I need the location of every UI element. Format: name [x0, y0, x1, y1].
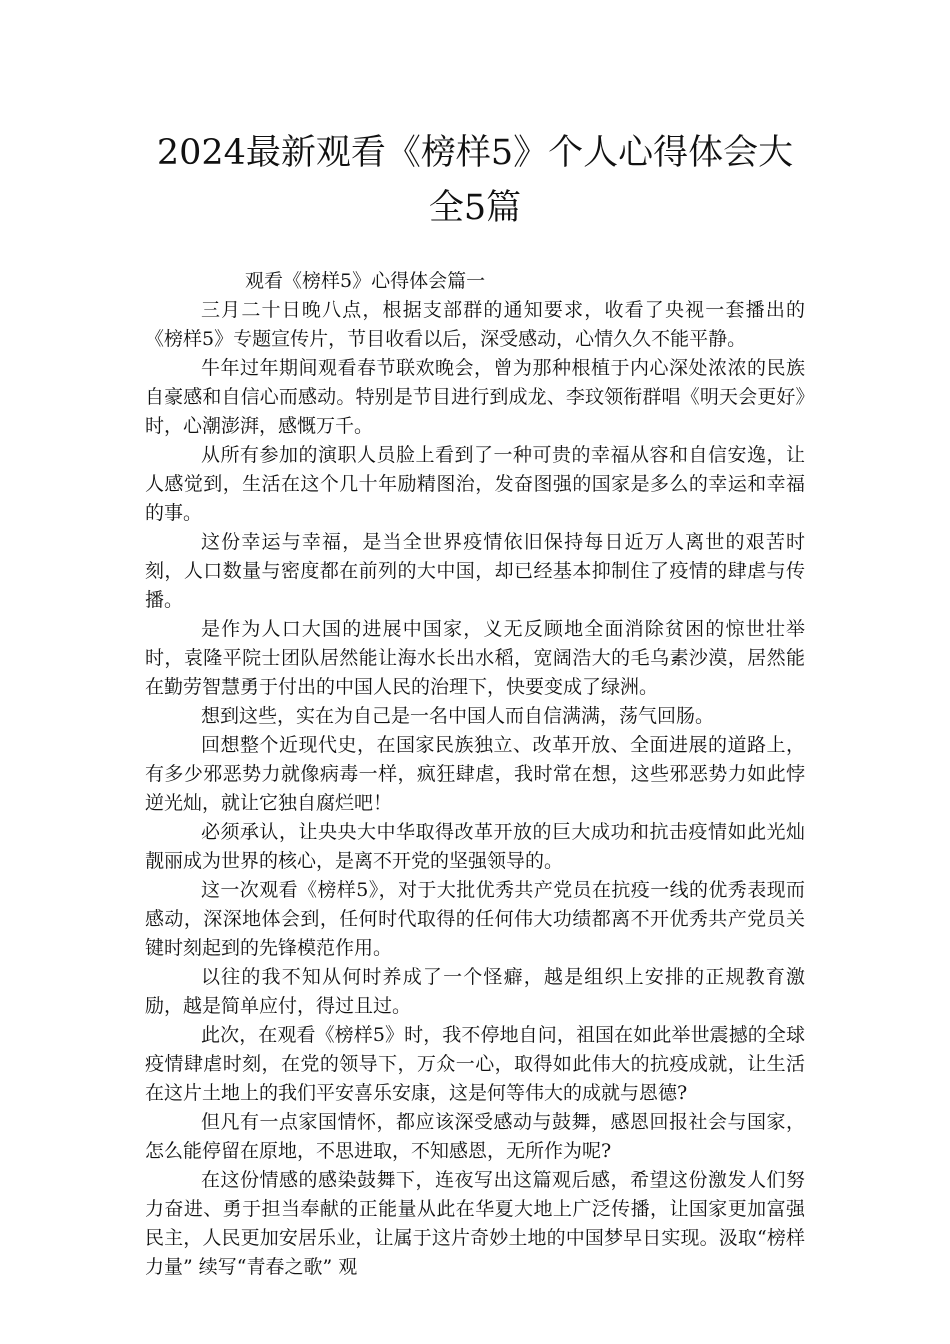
paragraph: 这一次观看《榜样5》，对于大批优秀共产党员在抗疫一线的优秀表现而感动，深深地体会到，任何时代取得的任何伟大功绩都离不开优秀共产党员关键时刻起到的先锋模范作用。: [145, 879, 805, 959]
paragraph: 回想整个近现代史，在国家民族独立、改革开放、全面进展的道路上，有多少邪恶势力就像病毒一样，疯狂肆虐，我时常在想，这些邪恶势力如此悖逆光灿，就让它独自腐烂吧！: [145, 734, 805, 814]
document-body: [145, 267, 805, 1282]
paragraph: 以往的我不知从何时养成了一个怪癖，越是组织上安排的正规教育激励，越是简单应付，得过且过。: [145, 966, 805, 1017]
paragraph: 必须承认，让央央大中华取得改革开放的巨大成功和抗击疫情如此光灿靓丽成为世界的核心，是离不开党的坚强领导的。: [145, 821, 805, 872]
paragraph: 在这份情感的感染鼓舞下，连夜写出这篇观后感，希望这份激发人们努力奋进、勇于担当奉献的正能量从此在华夏大地上广泛传播，让国家更加富强民主，人民更加安居乐业，让属于这片奇妙土地的中国梦早日实现。汲取“榜样力量” 续写“青春之歌” 观: [145, 1169, 805, 1278]
title-line-2: 全5篇: [428, 188, 522, 228]
title-line-1: 2024最新观看《榜样5》个人心得体会大: [156, 133, 794, 173]
section-heading: 观看《榜样5》心得体会篇一: [245, 270, 486, 292]
paragraph: 但凡有一点家国情怀，都应该深受感动与鼓舞，感恩回报社会与国家，怎么能停留在原地，不思进取，不知感恩，无所作为呢?: [145, 1111, 805, 1162]
paragraph: 想到这些，实在为自己是一名中国人而自信满满，荡气回肠。: [201, 705, 715, 727]
paragraph: 从所有参加的演职人员脸上看到了一种可贵的幸福从容和自信安逸，让人感觉到，生活在这个几十年励精图治，发奋图强的国家是多么的幸运和幸福的事。: [145, 444, 805, 524]
paragraph: 此次，在观看《榜样5》时，我不停地自问，祖国在如此举世震撼的全球疫情肆虐时刻，在党的领导下，万众一心，取得如此伟大的抗疫成就，让生活在这片土地上的我们平安喜乐安康，这是何等伟大的成就与恩德?: [145, 1024, 805, 1104]
paragraph: 这份幸运与幸福，是当全世界疫情依旧保持每日近万人离世的艰苦时刻，人口数量与密度都在前列的大中国，却已经基本抑制住了疫情的肆虐与传播。: [145, 531, 805, 611]
document-title: [140, 126, 810, 236]
paragraph: 牛年过年期间观看春节联欢晚会，曾为那种根植于内心深处浓浓的民族自豪感和自信心而感动。特别是节目进行到成龙、李玟领衔群唱《明天会更好》时，心潮澎湃，感慨万千。: [145, 357, 805, 437]
paragraph: 三月二十日晚八点，根据支部群的通知要求，收看了央视一套播出的《榜样5》专题宣传片，节目收看以后，深受感动，心情久久不能平静。: [145, 299, 805, 350]
paragraph: 是作为人口大国的进展中国家，义无反顾地全面消除贫困的惊世壮举时，袁隆平院士团队居然能让海水长出水稻，宽阔浩大的毛乌素沙漠，居然能在勤劳智慧勇于付出的中国人民的治理下，快要变成了绿洲。: [145, 618, 805, 698]
